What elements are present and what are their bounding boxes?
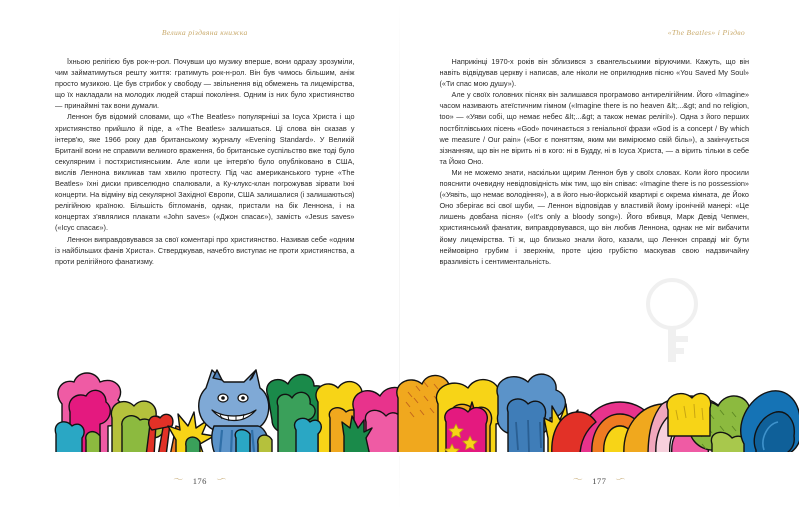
right-page <box>400 0 799 512</box>
left-running-head: Велика різдвяна книжка <box>161 28 248 37</box>
right-folio <box>400 476 799 486</box>
folio-ornament-right: 〜 <box>215 475 227 486</box>
paragraph: Їхньою релігією був рок-н-рол. Почувши цю музику вперше, вони одразу зрозуміли, чим займатимуться решту життя: гратимуть рок-н-рол. Він був чимось більшим, аніж просто музикою. Це був стрибок у свободу — звільнення від обмежень та лицемірства, що їх накладали на молодих людей старші покоління. Одним із них було християнство — принаймні так вони думали. <box>55 57 355 111</box>
right-page-number: 177 <box>592 476 607 486</box>
paragraph: Наприкінці 1970-х років він зблизився з євангельськими віруючими. Кажуть, що він навіть відвідував церкву і написав, але ніколи не оприлюднив пісню «You Saved My Soul» («Ти спас мою душу»). <box>439 57 749 89</box>
paragraph: Леннон був відомий словами, що «The Beatles» популярніші за Ісуса Христа і що християнство прийшло й піде, а «The Beatles» залишаться. Ці слова він сказав у інтерв'ю, яке 1966 року дав британському журналу «Evening Standard». У Великій Британії вони не справили великого враження, бо британське суспільство вже тоді було секулярним і постхристиянським. Але коли це інтерв'ю було опубліковано в США, вислів Леннона викликав там хвилю протесту. Під час американського турне «The Beatles» їхні диски привселюдно спалювали, а Ку-клукс-клан погрожував зірвати їхні концерти. На відміну від секулярної Західної Європи, США залишалися (і залишаються) релігійною країною. Більшість бітломанів, однак, пристали на бік Леннона, і на концертах з'являлися плакати «John saves» («Джон спасає»), замість «Jesus saves» («Ісус спасає»). <box>55 112 355 233</box>
paragraph: Леннон виправдовувався за свої коментарі про християнство. Називав себе «одним із найбільших фанів Христа». Стверджував, начебто виступає не проти християнства, а проти релігійного фанатизму. <box>55 234 355 266</box>
right-column-text <box>440 56 750 267</box>
folio-ornament-left: 〜 <box>572 475 584 486</box>
paragraph: Ми не можемо знати, наскільки щирим Леннон був у своїх словах. Коли його просили пояснити очевидну невідповідність між тим, що він співає: «Imagine there is no possession» («Уявіть, що немає володіння»), а в його нью-йоркській квартирі є окрема кімната, де Йоко Оно зберігає всі свої шуби, — Леннон відповідав у властивій йому іронічній манері: «Це лишень довбана пісня» («It's only a bloody song»). Його вбивця, Марк Девід Чепмен, християнський фанатик, виправдовувався, що він любив Леннона, однак не міг вибачити йому лицемірства. Ті ж, що близько знали його, казали, що Леннон справді міг бути неймовірно грубим і зверхнім, проте цією грубістю маскував свою надзвичайну вразливість і сентиментальність. <box>439 167 749 266</box>
folio-ornament-left: 〜 <box>173 475 184 486</box>
left-page-number: 176 <box>192 476 207 486</box>
right-running-head: «The Beatles» і Різдво <box>667 28 745 37</box>
page-gutter <box>399 0 400 512</box>
left-column-text <box>55 56 355 267</box>
folio-ornament-right: 〜 <box>615 475 626 486</box>
paragraph: Але у своїх головних піснях він залишався програмово антирелігійним. Його «Imagine» часом називають атеїстичним гімном («Imagine there is no heaven &lt;...&gt; and no religion, too» — «Уяви собі, що немає небес &lt;...&gt; а також немає релігії»). Одна з його перших постбітлівських пісень «God» починається з геніальної фрази «God is a concept / By which we measure / Our pain» («Бог є поняттям, яким ми вимірюємо свій біль»), а закінчується зізнанням, що він не вірить ні в кого: ні в Будду, ні в Ісуса Христа, — а вірить тільки в себе та Йоко Оно. <box>439 90 749 166</box>
left-folio <box>0 476 400 486</box>
